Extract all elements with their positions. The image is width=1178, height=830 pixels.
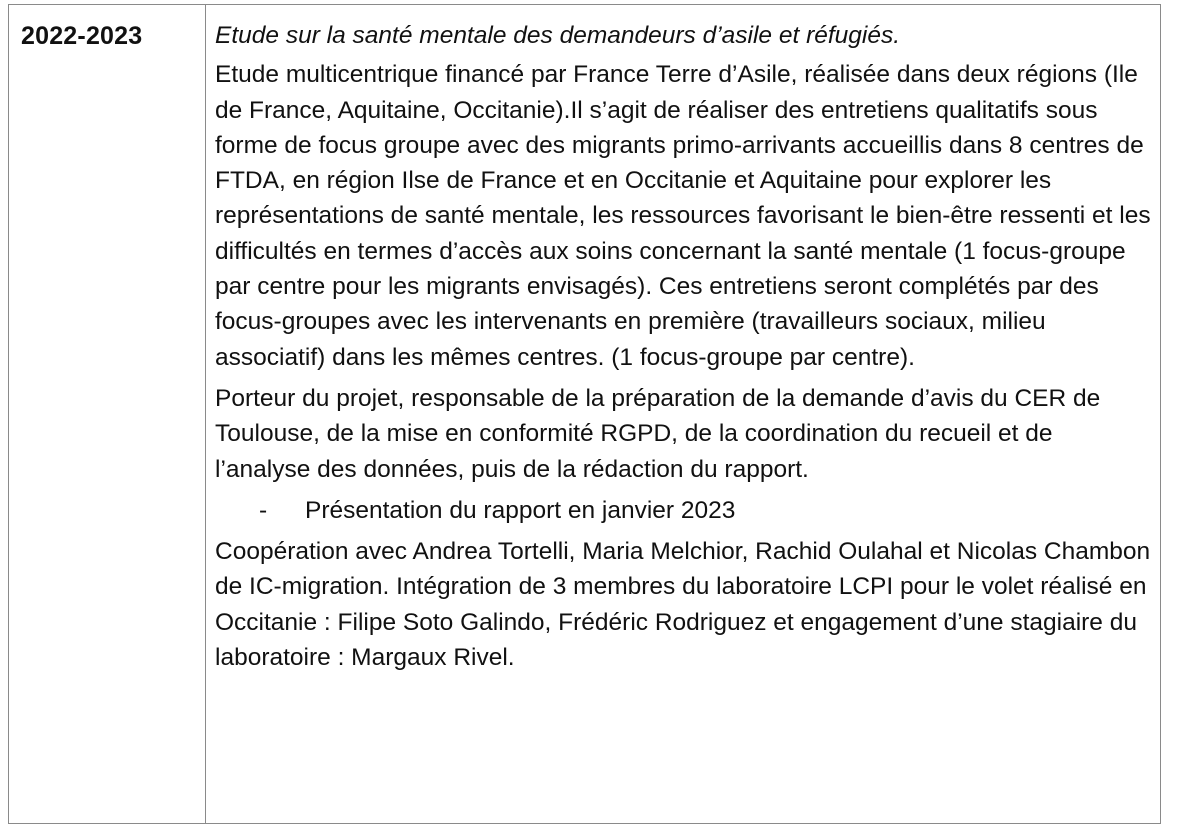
cv-entry-table bbox=[8, 4, 1161, 824]
project-title: Etude sur la santé mentale des demandeurs d’asile et réfugiés. bbox=[215, 22, 901, 49]
project-role: Porteur du projet, responsable de la préparation de la demande d’avis du CER de Toulouse, de la mise en conformité RGPD, de la coordination du recueil et de l’analyse des données, puis de la rédaction du rapport. bbox=[215, 384, 1101, 483]
bullet-dash: - bbox=[259, 496, 268, 524]
bullet-text: Présentation du rapport en janvier 2023 bbox=[305, 496, 736, 524]
year-cell bbox=[9, 5, 206, 823]
description-cell bbox=[206, 5, 1160, 823]
bullet-item bbox=[215, 493, 1152, 528]
project-description: Etude multicentrique financé par France Terre d’Asile, réalisée dans deux régions (Ile de France, Aquitaine, Occitanie).Il s’agit de réaliser des entretiens qualitatifs sous forme de focus groupe avec des migrants primo-arrivants accueillis dans 8 centres de FTDA, en région Ilse de France et en Occitanie et Aquitaine pour explorer les représentations de santé mentale, les ressources favorisant le bien-être ressenti et les difficultés en termes d’accès aux soins concernant la santé mentale (1 focus-groupe par centre pour les migrants envisagés). Ces entretiens seront complétés par des focus-groupes avec les intervenants en première (travailleurs sociaux, milieu associatif) dans les mêmes centres. (1 focus-groupe par centre). bbox=[215, 61, 1151, 371]
project-cooperation: Coopération avec Andrea Tortelli, Maria Melchior, Rachid Oulahal et Nicolas Chambon de IC-migration. Intégration de 3 membres du laboratoire LCPI pour le volet réalisé en Occitanie : Filipe Soto Galindo, Frédéric Rodriguez et engagement d’une stagiaire du laboratoire : Margaux Rivel. bbox=[215, 538, 1151, 672]
year-label: 2022-2023 bbox=[21, 22, 143, 50]
